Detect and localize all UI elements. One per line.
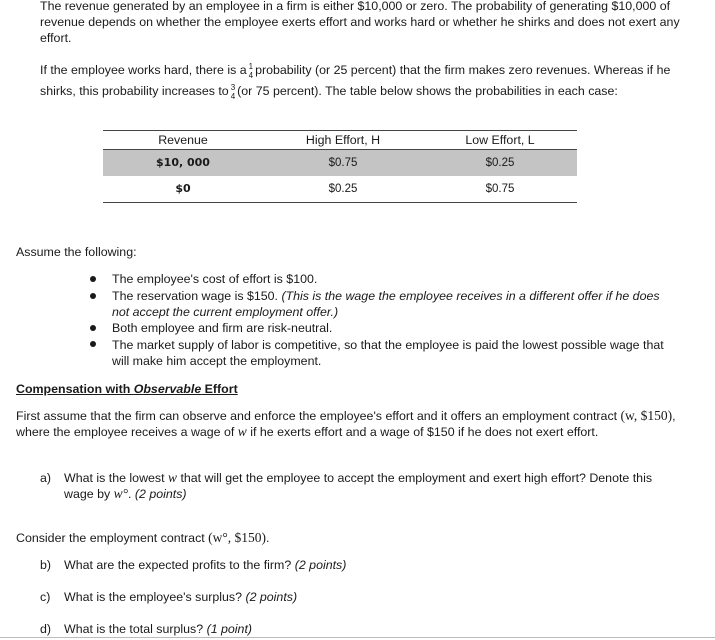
text: if he exerts effort and a wage of $150 if he does not exert effort. xyxy=(246,425,599,439)
header-high-effort: High Effort, H xyxy=(263,131,423,150)
frac-den: 4 xyxy=(248,70,254,80)
section-paragraph xyxy=(16,408,696,440)
bullet-item-2 xyxy=(112,288,672,320)
question-d-text xyxy=(64,621,252,637)
intro-paragraph-1: The revenue generated by an employee in a firm is either $10,000 or zero. The probability of generating $10,000 of revenue depends on whether the employee exerts effort and works hard or whether he shirks and does not exert any effort. xyxy=(40,0,680,45)
text: First assume that the firm can observe and enforce the employee's effort and it offers an employment contract xyxy=(16,409,621,423)
question-c-label: c) xyxy=(40,590,51,604)
frac-num: 1 xyxy=(248,61,254,71)
intro-paragraph-2 xyxy=(40,60,690,102)
heading-italic: Observable xyxy=(133,382,202,396)
probability-table xyxy=(103,130,577,203)
contract-math: (w°, $150) xyxy=(208,530,267,545)
question-a-label: a) xyxy=(40,471,52,485)
bullet-item-3: Both employee and firm are risk-neutral. xyxy=(112,321,333,335)
header-low-effort: Low Effort, L xyxy=(423,131,577,150)
heading-part: Compensation with xyxy=(16,382,134,396)
section-heading xyxy=(16,381,696,397)
consider-line xyxy=(16,530,696,546)
text: What is the lowest xyxy=(64,471,168,485)
contract-math: (w, $150) xyxy=(620,408,673,423)
wage-symbol: w xyxy=(237,424,247,439)
text: What is the employee's surplus? xyxy=(64,590,246,604)
text: What is the total surplus? xyxy=(64,622,207,636)
question-b-label: b) xyxy=(40,558,52,572)
question-a-text xyxy=(64,470,664,502)
intro-text-c: (or 75 percent). The table below shows the probabilities in each case: xyxy=(237,84,618,98)
intro-text-a: If the employee works hard, there is a xyxy=(40,63,247,77)
bullet-item-4: The market supply of labor is competitive, so that the employee is paid the lowest possible wage that will make him accept the employment. xyxy=(112,338,664,368)
points: (2 points) xyxy=(134,487,187,501)
points: (2 points) xyxy=(245,590,298,604)
question-b-text xyxy=(64,557,346,573)
text: . xyxy=(128,487,135,501)
text: Consider the employment contract xyxy=(16,531,209,545)
question-d-label: d) xyxy=(40,622,52,636)
frac-num: 3 xyxy=(230,82,236,92)
table-cell: $0.75 xyxy=(423,176,577,203)
page-bottom-rule xyxy=(0,637,715,638)
text: . xyxy=(266,531,270,545)
table-row xyxy=(103,176,577,203)
points: (1 point) xyxy=(206,622,253,636)
heading-part: Effort xyxy=(201,382,238,396)
bullet-italic-note: (This is the wage the employee receives in a different offer if he does not accept the current employment offer.) xyxy=(112,289,660,319)
bullet-dot xyxy=(90,276,96,282)
assume-heading: Assume the following: xyxy=(16,245,137,259)
table-cell: $10, 000 xyxy=(103,150,263,177)
table-row xyxy=(103,150,577,177)
header-revenue: Revenue xyxy=(103,131,263,150)
text: , where the employee receives a wage of xyxy=(16,409,676,439)
question-c-text xyxy=(64,589,297,605)
points: (2 points) xyxy=(294,558,347,572)
bullet-item-1: The employee's cost of effort is $100. xyxy=(112,272,318,286)
wage-symbol: w xyxy=(167,470,177,485)
table-header-row xyxy=(103,131,577,150)
table-cell: $0.75 xyxy=(263,150,423,177)
table-cell: $0.25 xyxy=(263,176,423,203)
bullet-dot xyxy=(90,341,96,347)
frac-den: 4 xyxy=(230,91,236,101)
bullet-dot xyxy=(90,325,96,331)
intro-text-b: probability (or 25 percent) that the firm makes zero revenues. Whereas if he shirks, this probability increases to xyxy=(40,63,671,98)
fraction-one-quarter xyxy=(249,62,253,80)
bullet-text: The reservation wage is $150. xyxy=(112,289,282,303)
fraction-three-quarters xyxy=(231,83,235,101)
bullet-dot xyxy=(90,293,96,299)
text: What are the expected profits to the firm? xyxy=(64,558,295,572)
wage-symbol-zero: w° xyxy=(113,486,128,501)
text: that will get the employee to accept the employment and exert high effort? Denote this wage by xyxy=(64,471,653,501)
table-cell: $0.25 xyxy=(423,150,577,177)
table-cell: $0 xyxy=(103,176,263,203)
